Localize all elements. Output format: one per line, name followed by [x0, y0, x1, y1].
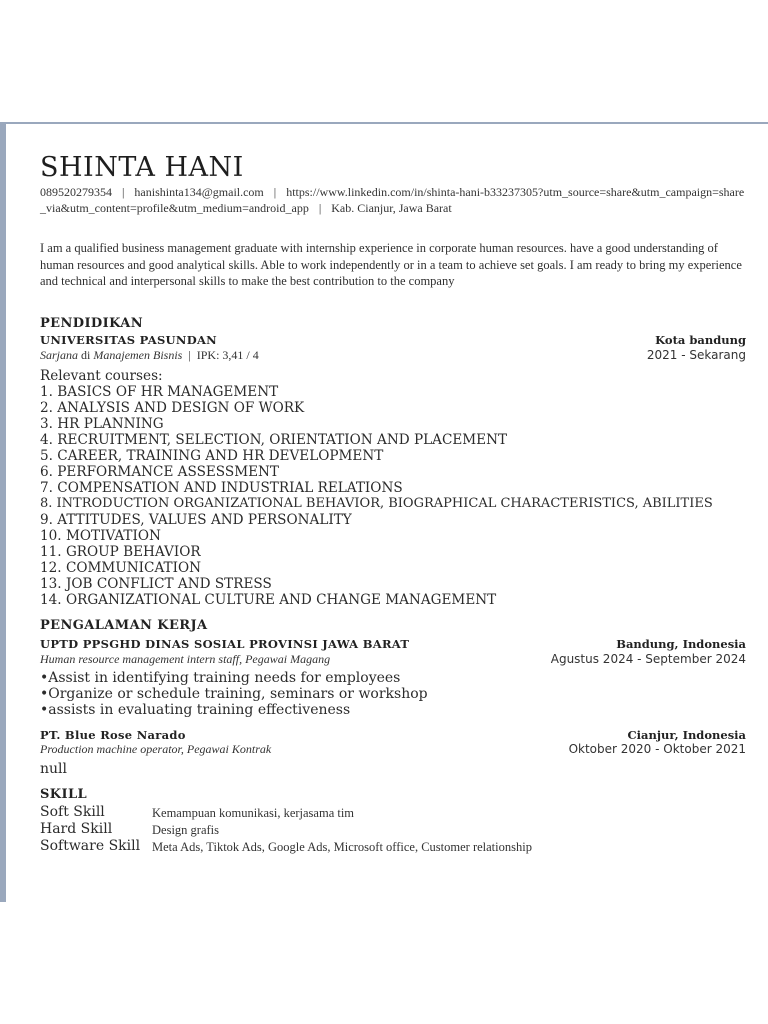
profile-summary: I am a qualified business management graduate with internship experience in corporate human resources. have a good understanding of human resources and good analytical skills. Able to work independently or in a team to achieve set goals. I am ready to bring my experience and technical and interpersonal skills to make the best contribution to the company: [40, 241, 742, 288]
course-item: 6. PERFORMANCE ASSESSMENT: [40, 464, 279, 480]
course-item: 11. GROUP BEHAVIOR: [40, 544, 201, 560]
skill-category: Hard Skill: [40, 821, 113, 837]
skill-category: Software Skill: [40, 838, 141, 854]
skill-value: Meta Ads, Tiktok Ads, Google Ads, Microsoft office, Customer relationship: [152, 840, 532, 854]
linkedin-url[interactable]: https://www.linkedin.com/in/shinta-hani-b33237305?utm_source=share&utm_campaign=share_via&utm_content=profile&utm_medium=android_app: [40, 185, 745, 215]
company-name: UPTD PPSGHD DINAS SOSIAL PROVINSI JAWA BARAT: [40, 637, 410, 651]
contact-location: Kab. Cianjur, Jawa Barat: [331, 201, 452, 215]
job-bullet: • Organize or schedule training, seminars or workshop: [40, 686, 746, 702]
degree-connector: di: [81, 348, 91, 362]
skill-row: [40, 821, 746, 839]
education-section-title: PENDIDIKAN: [40, 316, 144, 331]
job-detail-row: [40, 652, 746, 668]
contact-separator: |: [273, 185, 277, 199]
job-bullets: [40, 670, 746, 718]
job-location: Cianjur, Indonesia: [627, 728, 746, 742]
course-item: 14. ORGANIZATIONAL CULTURE AND CHANGE MANAGEMENT: [40, 592, 497, 608]
contact-separator: |: [318, 201, 322, 215]
course-item: 3. HR PLANNING: [40, 416, 164, 432]
skill-section-title: SKILL: [40, 787, 88, 802]
course-item: 5. CAREER, TRAINING AND HR DEVELOPMENT: [40, 448, 384, 464]
course-item: 10. MOTIVATION: [40, 528, 161, 544]
degree-separator: |: [188, 348, 191, 362]
job-detail-row: [40, 742, 746, 758]
email-address[interactable]: hanishinta134@gmail.com: [134, 185, 264, 199]
course-item: 13. JOB CONFLICT AND STRESS: [40, 576, 272, 592]
relevant-courses: [40, 368, 746, 608]
school-location: Kota bandung: [655, 333, 746, 347]
education-header-row: [40, 333, 746, 349]
gpa: IPK: 3,41 / 4: [196, 348, 259, 362]
school-name: UNIVERSITAS PASUNDAN: [40, 333, 217, 347]
course-item: 8. INTRODUCTION ORGANIZATIONAL BEHAVIOR, BIOGRAPHICAL CHARACTERISTICS, ABILITIES: [40, 496, 713, 511]
course-item: 12. COMMUNICATION: [40, 560, 201, 576]
candidate-name: SHINTA HANI: [40, 152, 244, 183]
contact-separator: |: [122, 185, 125, 199]
course-item: 9. ATTITUDES, VALUES AND PERSONALITY: [40, 512, 352, 528]
resume-page: [0, 122, 768, 902]
contact-line: [40, 184, 746, 216]
job-header-row: [40, 637, 746, 653]
job-bullet: • Assist in identifying training needs for employees: [40, 670, 746, 686]
education-dates: 2021 - Sekarang: [646, 348, 746, 362]
course-item: 1. BASICS OF HR MANAGEMENT: [40, 384, 279, 400]
phone-number[interactable]: 089520279354: [40, 185, 112, 199]
job-dates: Agustus 2024 - September 2024: [550, 652, 746, 666]
job-role: Production machine operator, Pegawai Kontrak: [40, 742, 272, 756]
major: Manajemen Bisnis: [93, 348, 183, 362]
education-detail-row: [40, 348, 746, 364]
job-location: Bandung, Indonesia: [616, 637, 746, 651]
skill-value: Design grafis: [152, 823, 219, 837]
courses-label: Relevant courses:: [40, 368, 163, 384]
job-bullet: • assists in evaluating training effectiveness: [40, 702, 746, 718]
course-item: 2. ANALYSIS AND DESIGN OF WORK: [40, 400, 305, 416]
skill-category: Soft Skill: [40, 804, 105, 820]
degree: Sarjana: [40, 348, 79, 362]
course-item: 4. RECRUITMENT, SELECTION, ORIENTATION AND PLACEMENT: [40, 432, 508, 448]
job-dates: Oktober 2020 - Oktober 2021: [568, 742, 746, 756]
company-name: PT. Blue Rose Narado: [40, 728, 186, 742]
skill-row: [40, 838, 746, 856]
degree-info: [40, 348, 259, 363]
skill-value: Kemampuan komunikasi, kerjasama tim: [152, 806, 355, 820]
experience-section-title: PENGALAMAN KERJA: [40, 618, 208, 633]
job-note: null: [40, 761, 67, 777]
course-item: 7. COMPENSATION AND INDUSTRIAL RELATIONS: [40, 480, 403, 496]
skill-row: [40, 804, 746, 822]
job-role: Human resource management intern staff, Pegawai Magang: [40, 652, 331, 666]
